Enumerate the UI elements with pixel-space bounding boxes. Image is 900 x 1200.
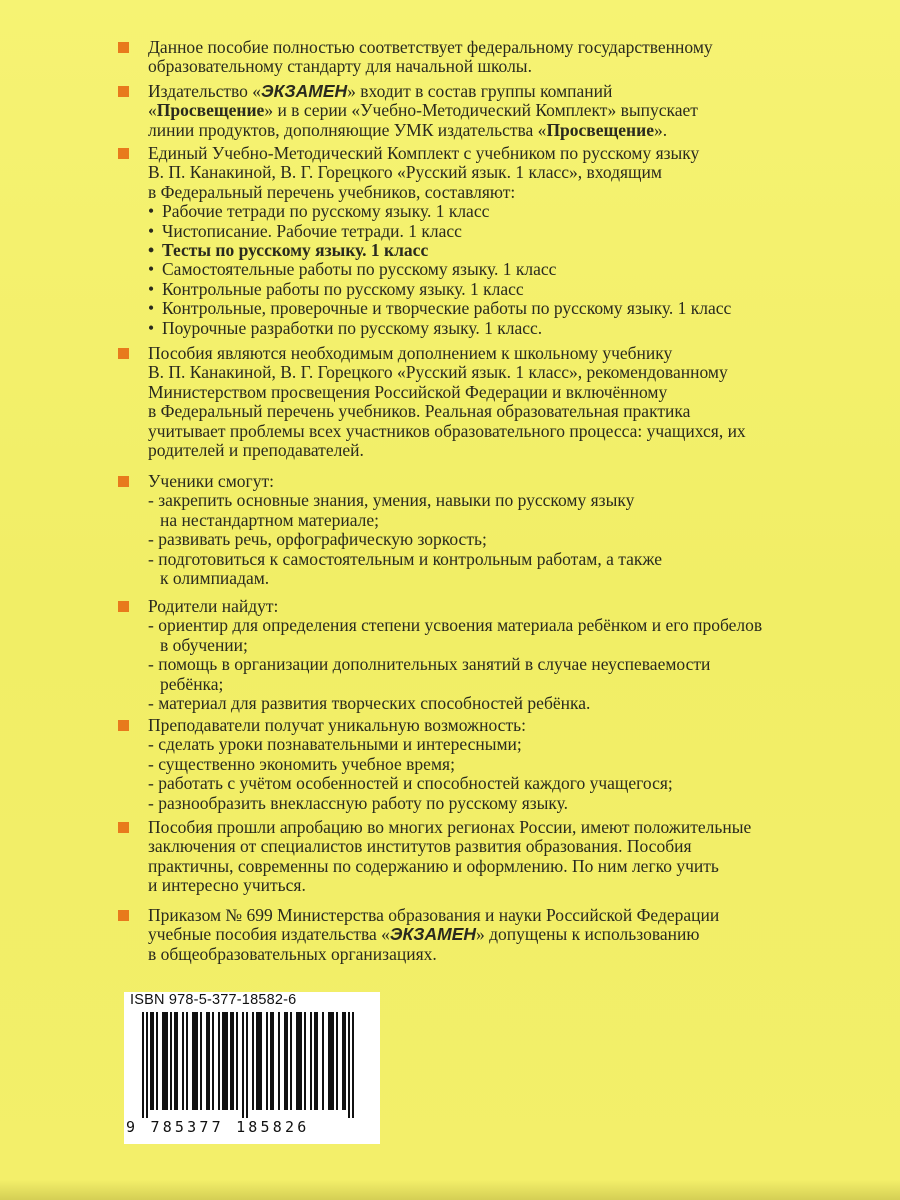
section-order bbox=[118, 906, 858, 964]
dash-item: - существенно экономить учебное время; bbox=[148, 753, 455, 774]
text-line bbox=[148, 925, 858, 944]
section-publisher bbox=[118, 82, 858, 140]
text-fragment: » входит в состав группы компаний bbox=[347, 81, 613, 101]
dash-item-continuation: в обучении; bbox=[160, 634, 248, 655]
page-edge-shadow bbox=[0, 1180, 900, 1200]
list-item-text: Контрольные работы по русскому языку. 1 класс bbox=[162, 278, 524, 299]
publisher-brand: ЭКЗАМЕН bbox=[389, 924, 477, 945]
text-line: Приказом № 699 Министерства образования и науки Российской Федерации bbox=[148, 905, 720, 925]
bullet-square-icon bbox=[118, 720, 129, 731]
text-line: заключения от специалистов институтов развития образования. Пособия bbox=[148, 836, 692, 857]
text-line: в общеобразовательных организациях. bbox=[148, 943, 437, 964]
list-item-text: Рабочие тетради по русскому языку. 1 класс bbox=[162, 201, 490, 222]
dash-item-continuation: на нестандартном материале; bbox=[160, 509, 379, 530]
section-students bbox=[118, 472, 858, 588]
section-heading: Родители найдут: bbox=[148, 596, 279, 616]
dash-item: - ориентир для определения степени усвоения материала ребёнком и его пробелов bbox=[148, 615, 763, 636]
section-parents bbox=[118, 597, 858, 713]
section-standard bbox=[118, 38, 858, 77]
text-fragment: учебные пособия издательства « bbox=[148, 924, 390, 945]
text-fragment: » допущены к использованию bbox=[476, 924, 700, 945]
dash-item: - сделать уроки познавательными и интересными; bbox=[148, 734, 522, 755]
bullet-dot-icon: • bbox=[148, 317, 155, 338]
dash-item: - разнообразить внеклассную работу по русскому языку. bbox=[148, 792, 569, 813]
text-line bbox=[148, 101, 858, 120]
list-item-text: Тесты по русскому языку. 1 класс bbox=[162, 240, 429, 261]
text-line: практичны, современны по содержанию и оформлению. По ним легко учить bbox=[148, 855, 719, 876]
text-line: учитывает проблемы всех участников образовательного процесса: учащихся, их bbox=[148, 420, 746, 441]
text-fragment: « bbox=[148, 100, 157, 121]
list-item bbox=[148, 260, 858, 279]
text-line: Пособия являются необходимым дополнением к школьному учебнику bbox=[148, 343, 673, 363]
list-item bbox=[148, 280, 858, 299]
bullet-dot-icon: • bbox=[148, 220, 155, 241]
bullet-square-icon bbox=[118, 42, 129, 53]
dash-item: - развивать речь, орфографическую зоркость; bbox=[148, 529, 487, 550]
text-line: Пособия прошли апробацию во многих регионах России, имеют положительные bbox=[148, 817, 752, 837]
bullet-square-icon bbox=[118, 348, 129, 359]
bullet-square-icon bbox=[118, 822, 129, 833]
bullet-dot-icon: • bbox=[148, 240, 155, 261]
bullet-dot-icon: • bbox=[148, 201, 155, 222]
bullet-square-icon bbox=[118, 910, 129, 921]
section-supplement bbox=[118, 344, 858, 460]
bullet-square-icon bbox=[118, 148, 129, 159]
text-fragment: » и в серии «Учебно-Методический Комплект» выпускает bbox=[264, 100, 698, 121]
section-approbation bbox=[118, 818, 858, 896]
section-heading: Преподаватели получат уникальную возможность: bbox=[148, 715, 526, 735]
list-item bbox=[148, 299, 858, 318]
bullet-square-icon bbox=[118, 86, 129, 97]
company-brand: Просвещение bbox=[546, 119, 654, 140]
list-item bbox=[148, 222, 858, 241]
text-line: Единый Учебно-Методический Комплект с учебником по русскому языку bbox=[148, 143, 700, 163]
dash-item: - закрепить основные знания, умения, навыки по русскому языку bbox=[148, 490, 635, 511]
text-line: Министерством просвещения Российской Федерации и включённому bbox=[148, 381, 668, 402]
list-item bbox=[148, 319, 858, 338]
text-line: в Федеральный перечень учебников, составляют: bbox=[148, 181, 516, 202]
text-line: В. П. Канакиной, В. Г. Горецкого «Русский язык. 1 класс», рекомендованному bbox=[148, 362, 728, 383]
bullet-dot-icon: • bbox=[148, 278, 155, 299]
dash-item: - подготовиться к самостоятельным и контрольным работам, а также bbox=[148, 548, 663, 569]
isbn-label: ISBN 978-5-377-18582-6 bbox=[130, 992, 297, 1008]
dash-item: - работать с учётом особенностей и способностей каждого учащегося; bbox=[148, 773, 673, 794]
text-line: родителей и преподавателей. bbox=[148, 440, 364, 461]
section-umk bbox=[118, 144, 858, 338]
text-line bbox=[148, 121, 858, 140]
list-item-highlighted bbox=[148, 241, 858, 260]
text-line: в Федеральный перечень учебников. Реальная образовательная практика bbox=[148, 401, 691, 422]
list-item bbox=[148, 202, 858, 221]
isbn-barcode bbox=[124, 992, 380, 1144]
text-line bbox=[148, 82, 858, 101]
text-fragment: Издательство « bbox=[148, 81, 262, 101]
dash-item-continuation: ребёнка; bbox=[160, 673, 224, 694]
dash-item-continuation: к олимпиадам. bbox=[160, 568, 270, 589]
barcode-bars bbox=[132, 1012, 372, 1118]
bullet-dot-icon: • bbox=[148, 298, 155, 319]
bullet-dot-icon: • bbox=[148, 259, 155, 280]
list-item-text: Контрольные, проверочные и творческие работы по русскому языку. 1 класс bbox=[162, 298, 732, 319]
list-item-text: Чистописание. Рабочие тетради. 1 класс bbox=[162, 220, 462, 241]
section-teachers bbox=[118, 716, 858, 813]
text-fragment: линии продуктов, дополняющие УМК издательства « bbox=[148, 119, 547, 140]
ean-digits: 9 785377 185826 bbox=[126, 1118, 310, 1136]
section-heading: Ученики смогут: bbox=[148, 471, 274, 491]
bullet-square-icon bbox=[118, 601, 129, 612]
list-item-text: Поурочные разработки по русскому языку. 1 класс. bbox=[162, 317, 543, 338]
publisher-brand: ЭКЗАМЕН bbox=[261, 81, 348, 101]
text-fragment: ». bbox=[654, 119, 668, 140]
dash-item: - помощь в организации дополнительных занятий в случае неуспеваемости bbox=[148, 654, 711, 675]
list-item-text: Самостоятельные работы по русскому языку. 1 класс bbox=[162, 259, 557, 280]
text-line: и интересно учиться. bbox=[148, 875, 306, 896]
company-brand: Просвещение bbox=[156, 100, 265, 121]
bullet-square-icon bbox=[118, 476, 129, 487]
text-line: образовательному стандарту для начальной школы. bbox=[148, 56, 532, 77]
dash-item: - материал для развития творческих способностей ребёнка. bbox=[148, 693, 591, 714]
text-line: В. П. Канакиной, В. Г. Горецкого «Русский язык. 1 класс», входящим bbox=[148, 162, 662, 183]
text-line: Данное пособие полностью соответствует федеральному государственному bbox=[148, 37, 713, 57]
